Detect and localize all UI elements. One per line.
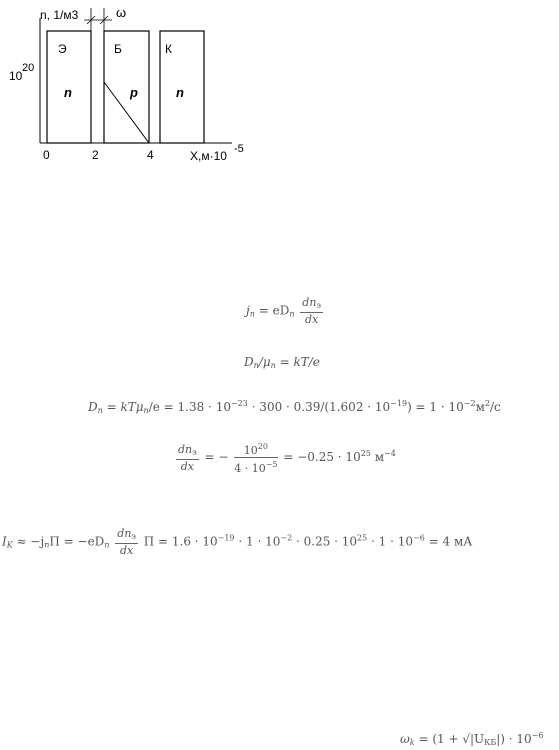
base-profile-line: [104, 82, 149, 143]
y-axis-label: n, 1/м3: [40, 8, 79, 22]
collector-label: К: [165, 42, 172, 56]
equation-einstein-relation: $D_n/\mu_n = kT/e$: [244, 355, 320, 370]
band-diagram: [0, 0, 260, 170]
fraction-values: $\frac{10^{20}}{4 \cdot 10^{-5}}$: [234, 442, 278, 475]
emitter-label: Э: [58, 42, 67, 56]
equation-concentration-gradient: $\frac{dn_э}{dx}$ = − $\frac{10^{20}}{4 \cdot 10^{-5}}$ = $-0.25 \cdot 10^{25}$ $м^{-4}$: [178, 442, 396, 475]
equation-base-width: $\omega_k = (1 + √|U_{КБ}|) \cdot 10^{-6}$: [400, 731, 544, 747]
fraction-dn-dx: $\frac{dn_э}{dx}$: [302, 296, 321, 326]
x-tick-4: 4: [147, 148, 154, 162]
emitter-type: n: [64, 85, 72, 100]
fraction-dn-dx-gradient: $\frac{dn_э}{dx}$: [178, 442, 197, 473]
x-axis-label: X,м·10: [190, 149, 227, 163]
base-region: [104, 31, 149, 143]
omega-label: ω: [116, 5, 127, 20]
equation-current-density: $j_n = eD_n$ $\frac{dn_э}{dx}$: [246, 296, 321, 326]
fraction-dn-dx-current: $\frac{dn_э}{dx}$: [117, 527, 136, 557]
x-tick-2: 2: [92, 148, 99, 162]
y-tick-label: 10: [9, 69, 23, 83]
equation-collector-current: $I_K \approx -j_n\Pi = -eD_n$ $\frac{dn_э}{dx}$ $\Pi = 1.6 \cdot 10^{-19} \cdot 1 \cdot 10^{-2} \cdot 0.25 \cdot 10^{25} \cdot 1 \cdot 10^{-6} = 4$ мА: [2, 527, 473, 557]
base-type: p: [130, 85, 138, 100]
base-label: Б: [114, 42, 122, 56]
y-tick-exponent: 20: [22, 62, 35, 74]
collector-type: n: [176, 85, 184, 100]
equation-diffusion-coefficient: $D_n = kT\mu_n/e = 1.38 \cdot 10^{-23} \cdot 300 \cdot 0.39/(1.602 \cdot 10^{-19}) = 1 \cdot 10^{-2}м^2/с$: [88, 399, 501, 415]
x-axis-exponent: -5: [234, 143, 244, 155]
x-tick-0: 0: [43, 148, 50, 162]
